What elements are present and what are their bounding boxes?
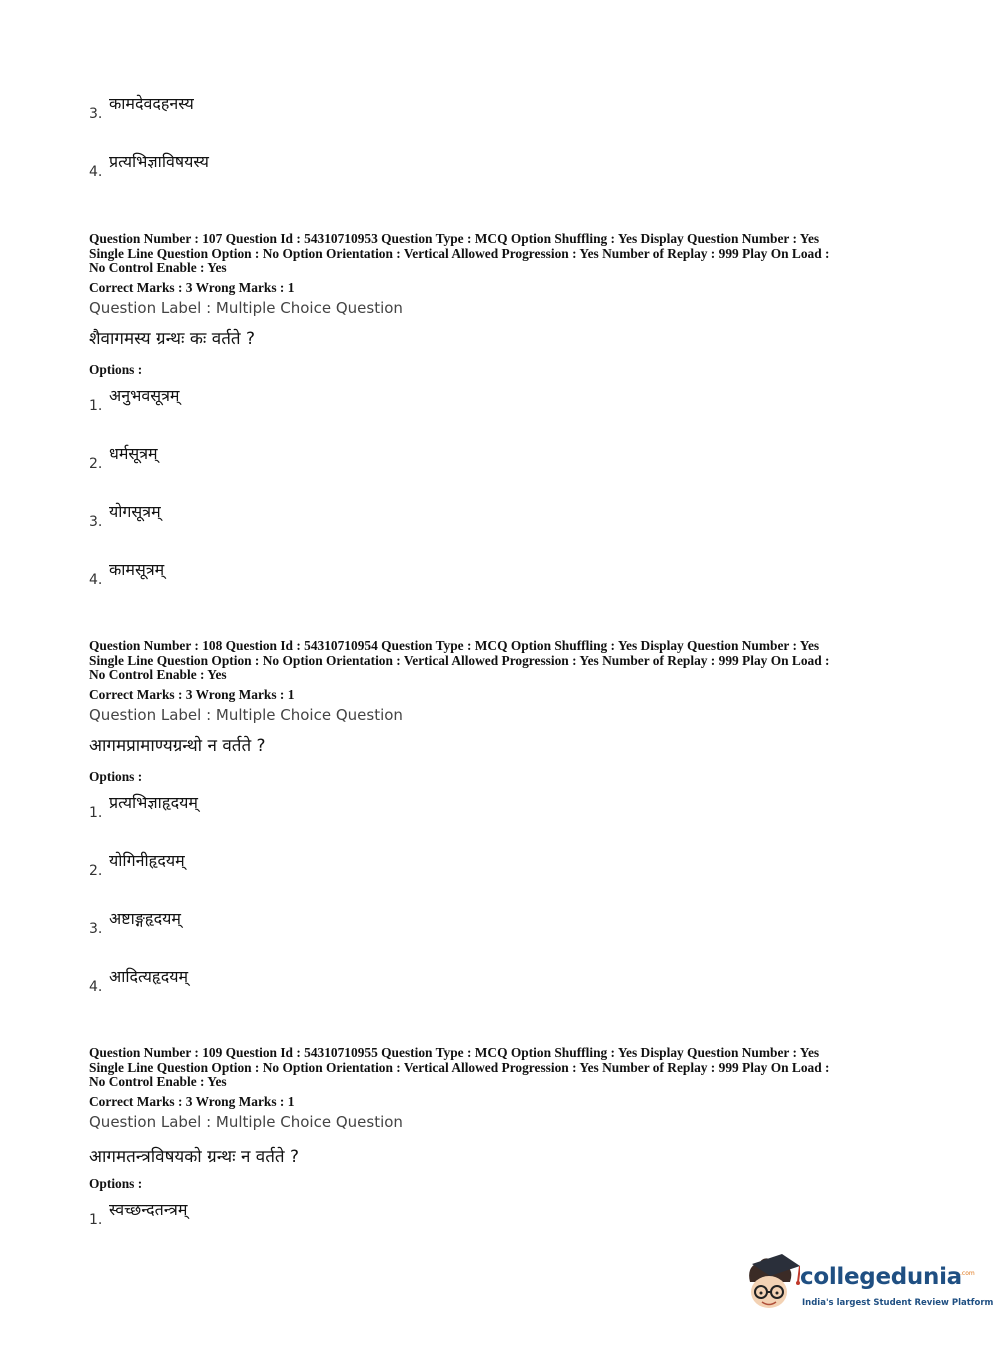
option-text: आदित्यहृदयम् (109, 967, 189, 986)
question-text: आगमप्रामाण्यग्रन्थो न वर्तते ? (89, 736, 266, 756)
metadata-line: Single Line Question Option : No Option Orientation : Vertical Allowed Progression : Yes Number of Replay : 999 Play On Load : (89, 245, 830, 261)
question-metadata (89, 639, 911, 683)
question-text: आगमतन्त्रविषयको ग्रन्थः न वर्तते ? (89, 1147, 300, 1167)
option-number: 1. (89, 1212, 103, 1228)
option-text: कामसूत्रम् (109, 560, 165, 579)
option-number: 1. (89, 398, 103, 414)
option-number: 4. (89, 164, 103, 180)
option-text: योगिनीहृदयम् (109, 851, 185, 870)
metadata-line: No Control Enable : Yes (89, 260, 227, 275)
options-heading: Options : (89, 769, 143, 784)
option-number: 3. (89, 106, 103, 122)
options-heading: Options : (89, 1176, 143, 1191)
option-text: स्वच्छन्दतन्त्रम् (109, 1200, 188, 1219)
option-number: 2. (89, 863, 103, 879)
metadata-line: No Control Enable : Yes (89, 667, 227, 682)
metadata-line: Question Number : 108 Question Id : 54310710954 Question Type : MCQ Option Shuffling : Yes Display Question Number : Yes (89, 638, 820, 653)
marks-line: Correct Marks : 3 Wrong Marks : 1 (89, 280, 295, 295)
option-text: अष्टाङ्गहृदयम् (109, 909, 181, 928)
option-text: धर्मसूत्रम् (109, 444, 158, 463)
question-text: शैवागमस्य ग्रन्थः कः वर्तते ? (89, 329, 256, 349)
logo-suffix: .com (960, 1270, 975, 1277)
options-heading: Options : (89, 362, 143, 377)
graduate-mascot-icon (742, 1252, 800, 1318)
option-number: 3. (89, 921, 103, 937)
option-number: 4. (89, 572, 103, 588)
collegedunia-logo[interactable] (742, 1252, 994, 1318)
logo-wordmark: collegedunia (800, 1264, 962, 1290)
metadata-line: Single Line Question Option : No Option Orientation : Vertical Allowed Progression : Yes Number of Replay : 999 Play On Load : (89, 652, 830, 668)
option-text: अनुभवसूत्रम् (109, 386, 180, 405)
question-metadata (89, 232, 911, 276)
question-label: Question Label : Multiple Choice Question (89, 299, 403, 317)
option-text: कामदेवदहनस्य (109, 94, 194, 113)
marks-line: Correct Marks : 3 Wrong Marks : 1 (89, 687, 295, 702)
option-number: 4. (89, 979, 103, 995)
metadata-line: No Control Enable : Yes (89, 1074, 227, 1089)
metadata-line: Question Number : 109 Question Id : 54310710955 Question Type : MCQ Option Shuffling : Yes Display Question Number : Yes (89, 1045, 820, 1060)
option-number: 1. (89, 805, 103, 821)
option-number: 2. (89, 456, 103, 472)
option-number: 3. (89, 514, 103, 530)
logo-tagline: India's largest Student Review Platform (802, 1298, 994, 1308)
question-label: Question Label : Multiple Choice Question (89, 1113, 403, 1131)
option-text: योगसूत्रम् (109, 502, 161, 521)
marks-line: Correct Marks : 3 Wrong Marks : 1 (89, 1094, 295, 1109)
metadata-line: Single Line Question Option : No Option Orientation : Vertical Allowed Progression : Yes Number of Replay : 999 Play On Load : (89, 1059, 830, 1075)
question-metadata (89, 1046, 911, 1090)
option-text: प्रत्यभिज्ञाहृदयम् (109, 793, 198, 812)
option-text: प्रत्यभिज्ञाविषयस्य (109, 152, 209, 171)
question-label: Question Label : Multiple Choice Question (89, 706, 403, 724)
metadata-line: Question Number : 107 Question Id : 54310710953 Question Type : MCQ Option Shuffling : Yes Display Question Number : Yes (89, 231, 820, 246)
